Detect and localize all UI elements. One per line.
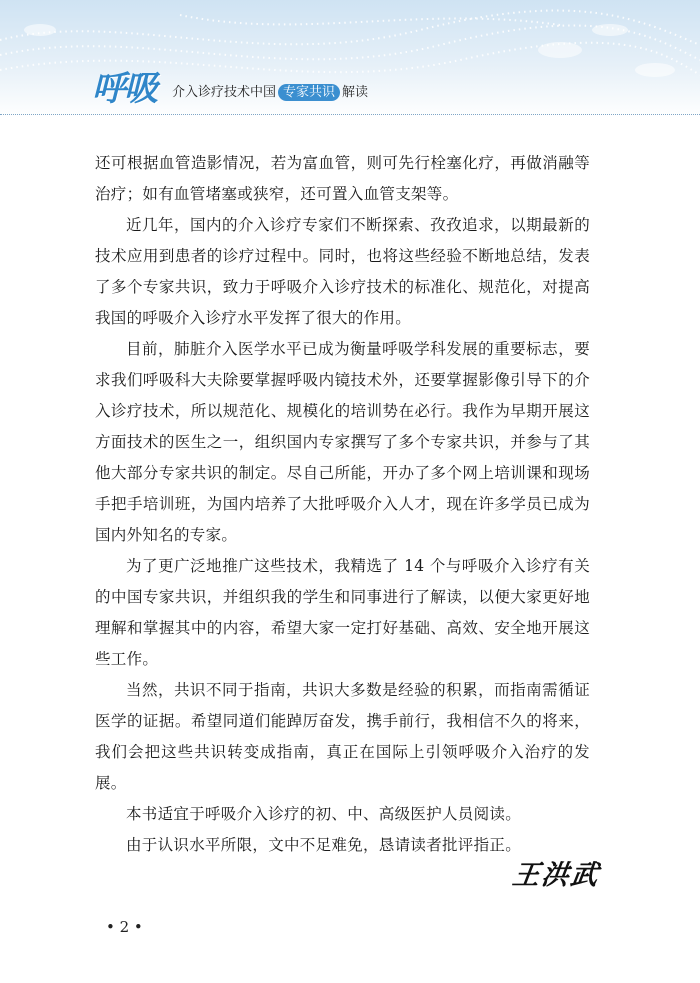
page-number: • 2 •	[106, 918, 143, 936]
paragraph: 为了更广泛地推广这些技术，我精选了 14 个与呼吸介入诊疗有关的中国专家共识，并组织我的学生和同事进行了解读，以便大家更好地理解和掌握其中的内容，希望大家一定打好基础、高效、安全地开展这些工作。	[95, 557, 590, 668]
page-header-banner	[0, 0, 700, 118]
header-subtitle	[172, 84, 368, 101]
paragraph: 由于认识水平所限，文中不足难免，恳请读者批评指正。	[126, 836, 522, 854]
header-subtitle-suffix: 解读	[342, 84, 369, 100]
paragraph: 近几年，国内的介入诊疗专家们不断探索、孜孜追求，以期最新的技术应用到患者的诊疗过程中。同时，也将这些经验不断地总结，发表了多个专家共识，致力于呼吸介入诊疗技术的标准化、规范化，对提高我国的呼吸介入诊疗水平发挥了很大的作用。	[95, 216, 590, 327]
header-subtitle-prefix: 介入诊疗技术中国	[172, 84, 277, 100]
header-subtitle-highlight: 专家共识	[278, 84, 340, 101]
header-divider	[0, 114, 700, 115]
paragraph: 本书适宜于呼吸介入诊疗的初、中、高级医护人员阅读。	[126, 805, 522, 823]
header-logo: 呼吸	[92, 69, 156, 109]
body-text	[95, 148, 590, 861]
paragraph: 目前，肺脏介入医学水平已成为衡量呼吸学科发展的重要标志，要求我们呼吸科大夫除要掌握呼吸内镜技术外，还要掌握影像引导下的介入诊疗技术，所以规范化、规模化的培训势在必行。我作为早期开展这方面技术的医生之一，组织国内专家撰写了多个专家共识，并参与了其他大部分专家共识的制定。尽自己所能，开办了多个网上培训课和现场手把手培训班，为国内培养了大批呼吸介入人才，现在许多学员已成为国内外知名的专家。	[95, 340, 590, 544]
paragraph: 还可根据血管造影情况，若为富血管，则可先行栓塞化疗，再做消融等治疗；如有血管堵塞或狭窄，还可置入血管支架等。	[95, 154, 590, 203]
author-signature: 王洪武	[510, 860, 602, 891]
paragraph: 当然，共识不同于指南，共识大多数是经验的积累，而指南需循证医学的证据。希望同道们能踔厉奋发，携手前行，我相信不久的将来，我们会把这些共识转变成指南，真正在国际上引领呼吸介入治疗的发展。	[95, 681, 590, 792]
